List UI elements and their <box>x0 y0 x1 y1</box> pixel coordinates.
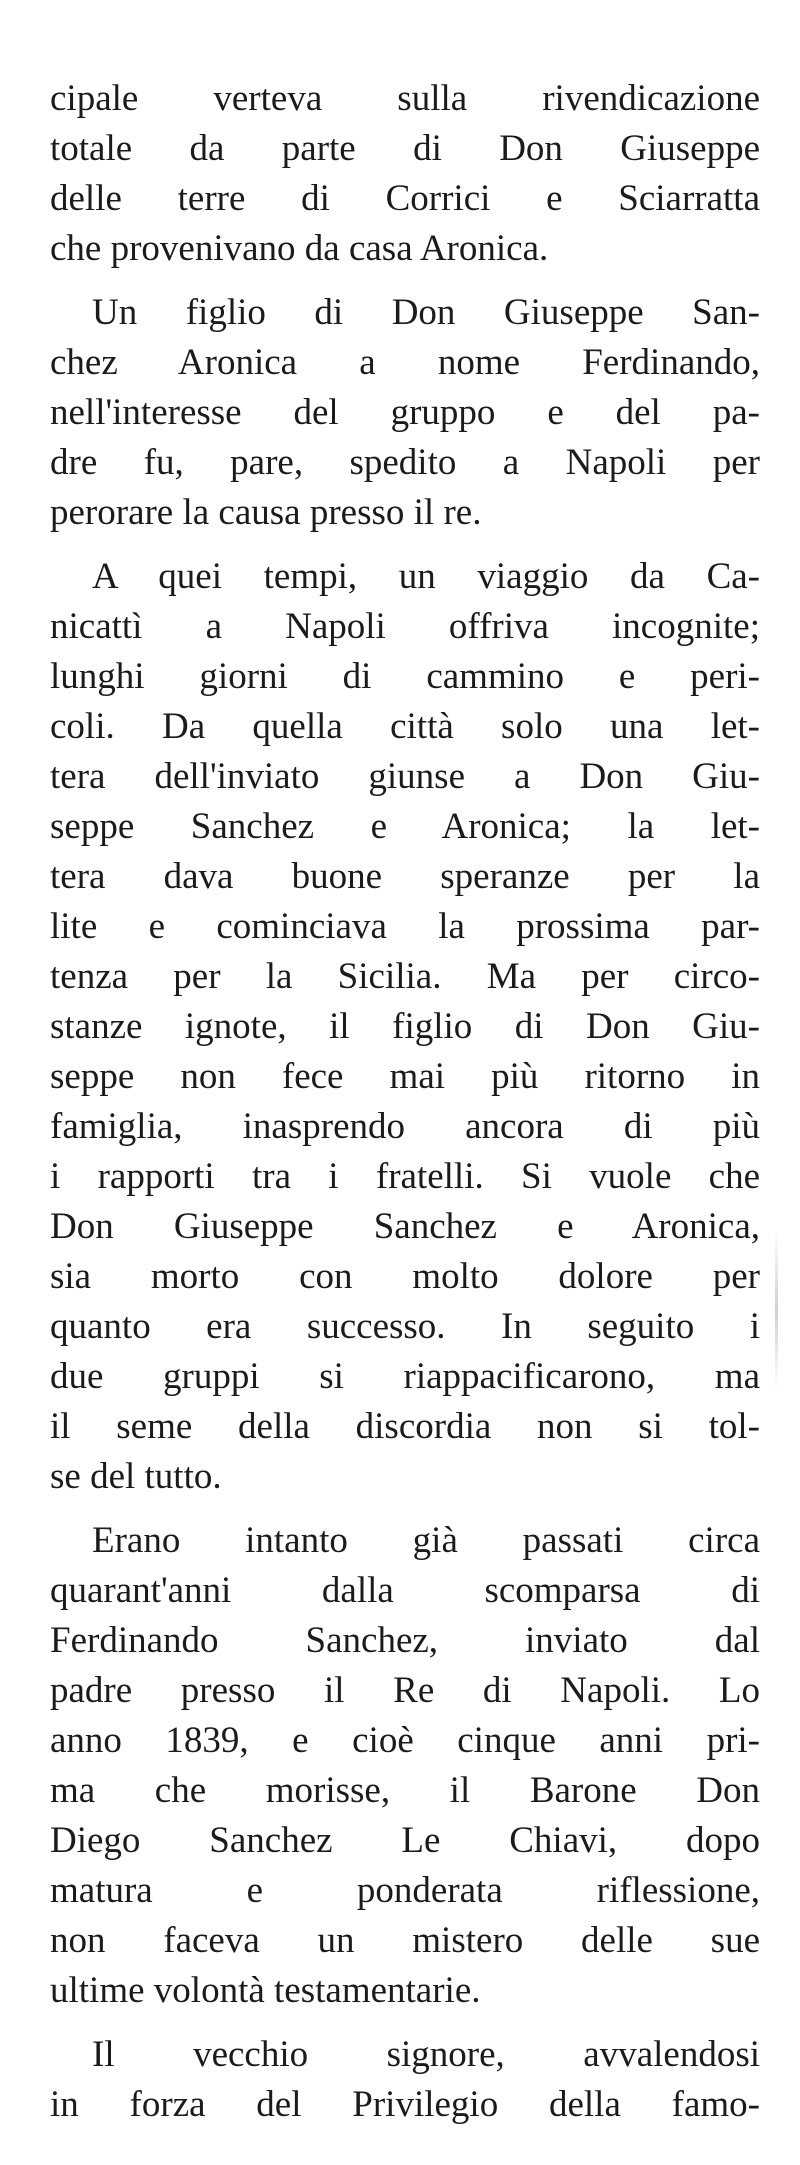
text-line: in forza del Privilegio della famo- <box>50 2084 760 2125</box>
text-line: i rapporti tra i fratelli. Si vuole che <box>50 1156 760 1197</box>
text-line: matura e ponderata riflessione, <box>50 1870 760 1911</box>
text-column <box>50 74 760 2130</box>
text-line: sia morto con molto dolore per <box>50 1256 760 1297</box>
text-line: totale da parte di Don Giuseppe <box>50 128 760 169</box>
text-line: che provenivano da casa Aronica. <box>50 228 549 269</box>
text-line: due gruppi si riappacificarono, ma <box>50 1356 760 1397</box>
text-line: ma che morisse, il Barone Don <box>50 1770 760 1811</box>
scan-rule-mark <box>775 1230 778 1390</box>
text-line: padre presso il Re di Napoli. Lo <box>50 1670 760 1711</box>
text-line: coli. Da quella città solo una let- <box>50 706 760 747</box>
paragraph <box>50 74 760 274</box>
text-line: dre fu, pare, spedito a Napoli per <box>50 442 760 483</box>
text-line: quarant'anni dalla scomparsa di <box>50 1570 760 1611</box>
text-line: Diego Sanchez Le Chiavi, dopo <box>50 1820 760 1861</box>
text-line: lite e cominciava la prossima par- <box>50 906 760 947</box>
text-line: famiglia, inasprendo ancora di più <box>50 1106 760 1147</box>
text-line: chez Aronica a nome Ferdinando, <box>50 342 760 383</box>
text-line: cipale verteva sulla rivendicazione <box>50 78 760 119</box>
text-line: A quei tempi, un viaggio da Ca- <box>92 556 760 597</box>
text-line: seppe non fece mai più ritorno in <box>50 1056 760 1097</box>
paragraph <box>50 2030 760 2130</box>
text-line: lunghi giorni di cammino e peri- <box>50 656 760 697</box>
text-line: non faceva un mistero delle sue <box>50 1920 760 1961</box>
text-line: tera dell'inviato giunse a Don Giu- <box>50 756 760 797</box>
paragraph <box>50 1516 760 2016</box>
paragraph <box>50 552 760 1502</box>
text-line: Il vecchio signore, avvalendosi <box>92 2034 760 2075</box>
text-line: seppe Sanchez e Aronica; la let- <box>50 806 760 847</box>
text-line: perorare la causa presso il re. <box>50 492 482 533</box>
paragraph <box>50 288 760 538</box>
text-line: anno 1839, e cioè cinque anni pri- <box>50 1720 760 1761</box>
text-line: stanze ignote, il figlio di Don Giu- <box>50 1006 760 1047</box>
text-line: Erano intanto già passati circa <box>92 1520 760 1561</box>
text-line: Don Giuseppe Sanchez e Aronica, <box>50 1206 760 1247</box>
text-line: quanto era successo. In seguito i <box>50 1306 760 1347</box>
text-line: ultime volontà testamentarie. <box>50 1970 481 2011</box>
text-line: delle terre di Corrici e Sciarratta <box>50 178 760 219</box>
text-line: nell'interesse del gruppo e del pa- <box>50 392 760 433</box>
text-line: Ferdinando Sanchez, inviato dal <box>50 1620 760 1661</box>
text-line: nicattì a Napoli offriva incognite; <box>50 606 760 647</box>
text-line: se del tutto. <box>50 1456 222 1497</box>
text-line: tenza per la Sicilia. Ma per circo- <box>50 956 760 997</box>
text-line: tera dava buone speranze per la <box>50 856 760 897</box>
text-line: il seme della discordia non si tol- <box>50 1406 760 1447</box>
text-line: Un figlio di Don Giuseppe San- <box>92 292 760 333</box>
